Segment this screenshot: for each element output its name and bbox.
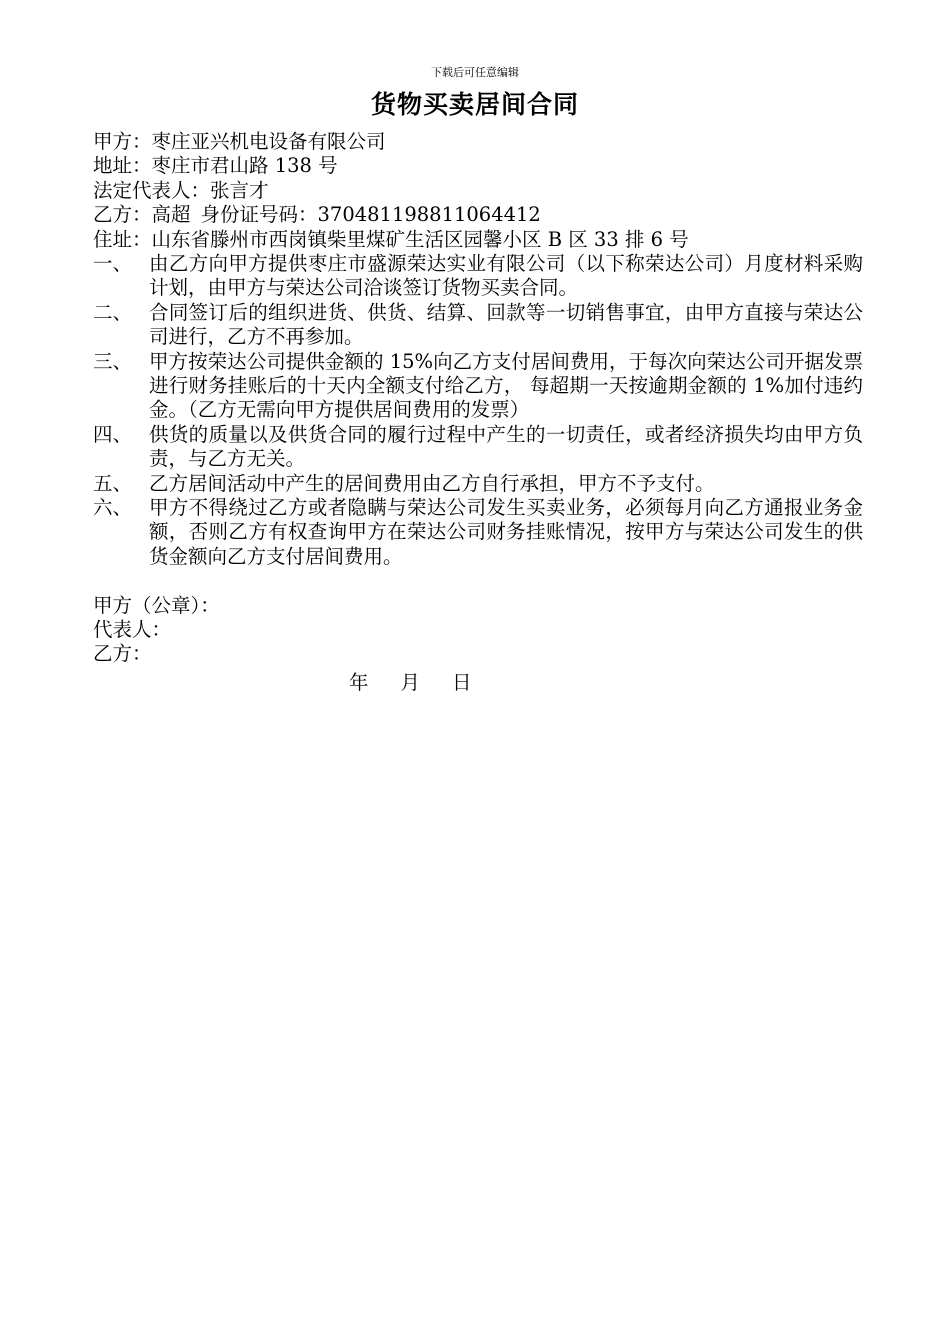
clause-text: 供货的质量以及供货合同的履行过程中产生的一切责任，或者经济损失均由甲方负责，与乙方无关。: [149, 422, 863, 471]
clause-3: [93, 350, 863, 423]
date-line: [93, 671, 863, 695]
clause-4: [93, 423, 863, 472]
clause-5: [93, 472, 863, 496]
party-b-id-number: 身份证号码：370481198811064412: [200, 203, 541, 227]
party-b-address-line: 住址：山东省滕州市西岗镇柴里煤矿生活区园馨小区 B 区 33 排 6 号: [93, 227, 689, 251]
date-year-label: 年: [349, 670, 369, 694]
clause-text: 合同签订后的组织进货、供货、结算、回款等一切销售事宜，由甲方直接与荣达公司进行，乙方不再参加。: [149, 300, 863, 349]
clause-number: 三、: [93, 349, 133, 373]
clause-number: 一、: [93, 251, 133, 275]
signature-party-b: 乙方：: [93, 642, 152, 666]
date-day-label: 日: [452, 670, 472, 694]
clause-text: 甲方按荣达公司提供金额的 15%向乙方支付居间费用，于每次向荣达公司开据发票进行财务挂账后的十天内全额支付给乙方， 每超期一天按逾期金额的 1%加付违约金。（乙方无需向甲方提供居间费用的发票）: [149, 349, 863, 422]
blank-line: [93, 569, 863, 593]
clause-2: [93, 301, 863, 350]
clause-6: [93, 496, 863, 569]
address-line: 地址：枣庄市君山路 138 号: [93, 154, 338, 178]
document-title: 货物买卖居间合同: [370, 90, 579, 119]
clause-1: [93, 252, 863, 301]
clause-number: 四、: [93, 422, 133, 446]
clause-text: 乙方居间活动中产生的居间费用由乙方自行承担，甲方不予支付。: [149, 471, 715, 495]
contract-body: [93, 130, 863, 695]
clause-number: 二、: [93, 300, 133, 324]
legal-representative-line: 法定代表人：张言才: [93, 178, 269, 202]
party-b-line: [93, 203, 863, 227]
clause-text: 甲方不得绕过乙方或者隐瞒与荣达公司发生买卖业务，必须每月向乙方通报业务金额，否则乙方有权查询甲方在荣达公司财务挂账情况，按甲方与荣达公司发生的供货金额向乙方支付居间费用。: [149, 496, 863, 568]
party-a-line: 甲方：枣庄亚兴机电设备有限公司: [93, 130, 386, 153]
signature-party-a-seal: 甲方（公章）：: [93, 593, 220, 617]
party-b-name: 乙方：高超: [93, 203, 191, 227]
clause-text: 由乙方向甲方提供枣庄市盛源荣达实业有限公司（以下称荣达公司）月度材料采购计划，由甲方与荣达公司洽谈签订货物买卖合同。: [149, 251, 863, 300]
clause-number: 五、: [93, 471, 133, 495]
date-month-label: 月: [400, 670, 421, 694]
header-note: 下载后可任意编辑: [431, 66, 519, 79]
clause-number: 六、: [93, 496, 133, 520]
signature-representative: 代表人：: [93, 618, 172, 642]
